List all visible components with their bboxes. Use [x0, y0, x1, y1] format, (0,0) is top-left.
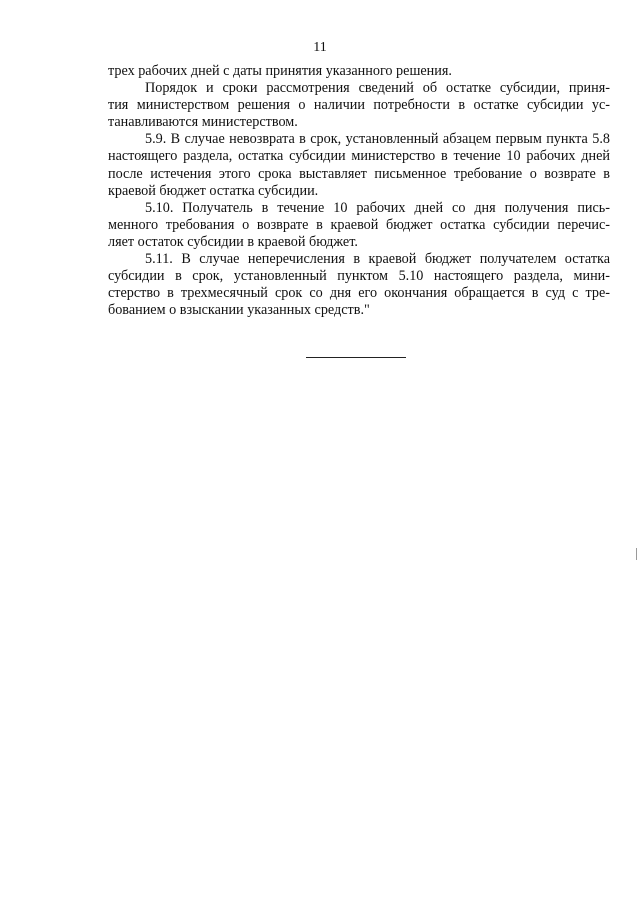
scan-edge-mark: [636, 548, 637, 560]
paragraph-line: тия министерством решения о наличии потребности в остатке субсидии ус-: [108, 97, 610, 114]
paragraph-line: субсидии в срок, установленный пунктом 5.10 настоящего раздела, мини-: [108, 268, 610, 285]
paragraph-line: 5.9. В случае невозврата в срок, установленный абзацем первым пункта 5.8: [145, 131, 610, 148]
paragraph-line: менного требования о возврате в краевой бюджет остатка субсидии перечис-: [108, 216, 610, 233]
paragraph-line: Порядок и сроки рассмотрения сведений об остатке субсидии, приня-: [145, 80, 610, 97]
paragraph-line: 5.11. В случае неперечисления в краевой бюджет получателем остатка: [145, 251, 610, 268]
paragraph-line: настоящего раздела, остатка субсидии министерство в течение 10 рабочих дней: [108, 148, 610, 165]
paragraph-line: трех рабочих дней с даты принятия указанного решения.: [108, 63, 452, 79]
paragraph-line: краевой бюджет остатка субсидии.: [108, 182, 319, 199]
end-divider-line: [306, 357, 406, 358]
paragraph-line: танавливаются министерством.: [108, 114, 298, 131]
paragraph-line: стерство в трехмесячный срок со дня его окончания обращается в суд с тре-: [108, 285, 610, 302]
paragraph-line: 5.10. Получатель в течение 10 рабочих дней со дня получения пись-: [145, 199, 610, 216]
paragraph-line: ляет остаток субсидии в краевой бюджет.: [108, 233, 358, 250]
page-number: 11: [313, 40, 327, 55]
paragraph-line: после истечения этого срока выставляет письменное требование о возврате в: [108, 165, 610, 182]
paragraph-line: бованием о взыскании указанных средств.": [108, 302, 370, 319]
document-body: [108, 63, 610, 319]
